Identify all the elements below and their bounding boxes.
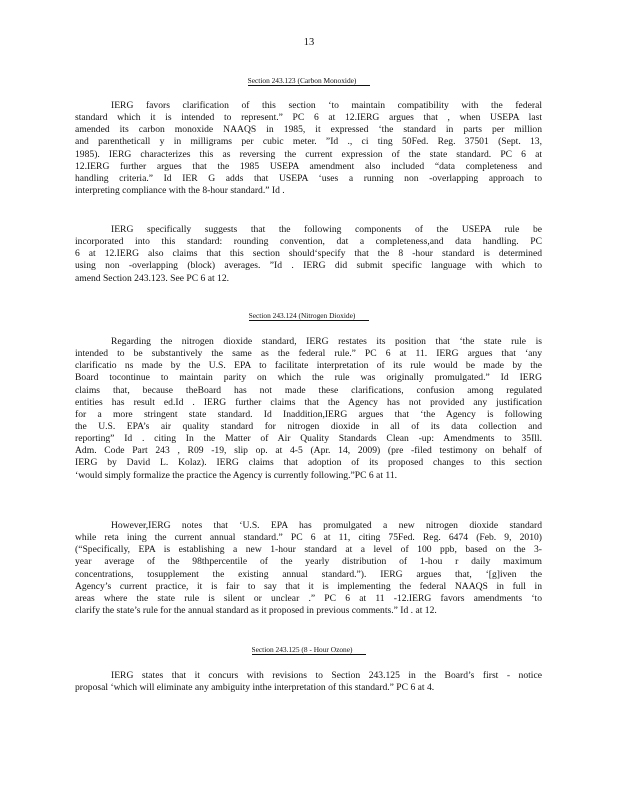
text-line: clarify the state’s rule for the annual standard as it proposed in previous comments.” Id . at 12. xyxy=(75,604,437,616)
text-line: standard which it is intended to represent.” PC 6 at 12.IERG argues that , when USEPA last xyxy=(75,112,542,124)
text-line: incorporated into this standard: rounding convention, dat a completeness,and data handling. PC xyxy=(75,236,542,248)
text-line: (“Specifically, EPA is establishing a new 1-hour standard at a level of 100 ppb, based on the 3- xyxy=(75,544,542,556)
text-line: concentrations, tosupplement the existing annual standard.”). IERG argues that, ‘[g]iven the xyxy=(75,568,542,580)
text-line: clarificatio ns made by the U.S. EPA to facilitate interpretation of its rule would be made by the xyxy=(75,360,542,372)
text-line: Regarding the nitrogen dioxide standard, IERG restates its position that ‘the state rule is xyxy=(111,336,542,347)
text-line: areas where the state rule is silent or unclear .” PC 6 at 11 -12.IERG favors amendments ‘to xyxy=(75,592,542,604)
text-line: interpreting compliance with the 8-hour standard.” Id . xyxy=(75,184,285,196)
section-heading-ozone: Section 243.125 (8 - Hour Ozone) xyxy=(0,645,618,655)
text-line: 12.IERG further argues that the 1985 USEPA amendment also included “data completeness and xyxy=(75,160,542,172)
paragraph-co-2 xyxy=(75,224,542,285)
text-line: handling criteria.” Id IER G adds that USEPA ‘uses a running non -overlapping approach to xyxy=(75,172,542,184)
text-line: IERG by David L. Kolaz). IERG claims that adoption of its proposed changes to this section xyxy=(75,457,542,469)
text-line: ‘would simply formalize the practice the Agency is currently following.”PC 6 at 11. xyxy=(75,469,398,481)
text-line: Board tocontinue to maintain parity on which the rule was originally promulgated.” Id IERG xyxy=(75,372,542,384)
text-line: claims that, because theBoard has not made these clarifications, confusion among regulated xyxy=(75,384,542,396)
text-line: using non -overlapping (block) averages. ”Id . IERG did submit specific language with which to xyxy=(75,260,542,272)
text-line: 6 at 12.IERG also claims that this section should‘specify that the 8 -hour standard is determined xyxy=(75,248,542,260)
text-line: amended its carbon monoxide NAAQS in 1985, it expressed ‘the standard in parts per million xyxy=(75,124,542,136)
text-line: intended to be substantively the same as the federal rule.” PC 6 at 11. IERG argues that ‘any xyxy=(75,348,542,360)
text-line: for a more stringent state standard. Id Inaddition,IERG argues that ‘the Agency is following xyxy=(75,408,542,420)
paragraph-no2-1 xyxy=(75,336,542,482)
text-line: proposal ‘which will eliminate any ambiguity inthe interpretation of this standard.” PC 6 at 4. xyxy=(75,682,435,694)
text-line: IERG specifically suggests that the following components of the USEPA rule be xyxy=(111,224,542,235)
section-heading-nitrogen-dioxide: Section 243.124 (Nitrogen Dioxide) xyxy=(0,311,618,321)
text-line: the U.S. EPA’s air quality standard for nitrogen dioxide in all of its data collection and xyxy=(75,420,542,432)
paragraph-no2-2 xyxy=(75,520,542,617)
text-line: However,IERG notes that ‘U.S. EPA has promulgated a new nitrogen dioxide standard xyxy=(111,520,542,531)
text-line: year average of the 98thpercentile of the yearly distribution of 1-hou r daily maximum xyxy=(75,556,542,568)
paragraph-co-1 xyxy=(75,100,542,197)
text-line: IERG states that it concurs with revisions to Section 243.125 in the Board’s first - notice xyxy=(111,670,542,681)
text-line-citation: reporting” Id . citing In the Matter of Air Quality Standards Clean -up: Amendments to 35Ill. xyxy=(75,433,542,445)
text-line: while reta ining the current annual standard.” PC 6 at 11, citing 75Fed. Reg. 6474 (Feb. 9, 2010) xyxy=(75,532,542,544)
text-line: 1985). IERG characterizes this as reversing the current expression of the state standard. PC 6 at xyxy=(75,148,542,160)
section-heading-carbon-monoxide: Section 243.123 (Carbon Monoxide) xyxy=(0,76,618,86)
text-line: and parentheticall y in milligrams per cubic meter. ”Id ., ci ting 50Fed. Reg. 37501 (Sept. 13, xyxy=(75,136,542,148)
text-line: IERG favors clarification of this section ‘to maintain compatibility with the federal xyxy=(111,100,542,111)
paragraph-ozone-1 xyxy=(75,670,542,694)
text-line: Agency’s current practice, it is fair to say that it is implementing the federal NAAQS in full in xyxy=(75,580,542,592)
page-number: 13 xyxy=(303,37,315,48)
text-line: amend Section 243.123. See PC 6 at 12. xyxy=(75,272,230,284)
text-line-citation: Adm. Code Part 243 , R09 -19, slip op. at 4-5 (Apr. 14, 2009) (pre -filed testimony on behalf of xyxy=(75,445,542,457)
text-line: entities has result ed.Id . IERG further claims that the Agency has not provided any justification xyxy=(75,396,542,408)
